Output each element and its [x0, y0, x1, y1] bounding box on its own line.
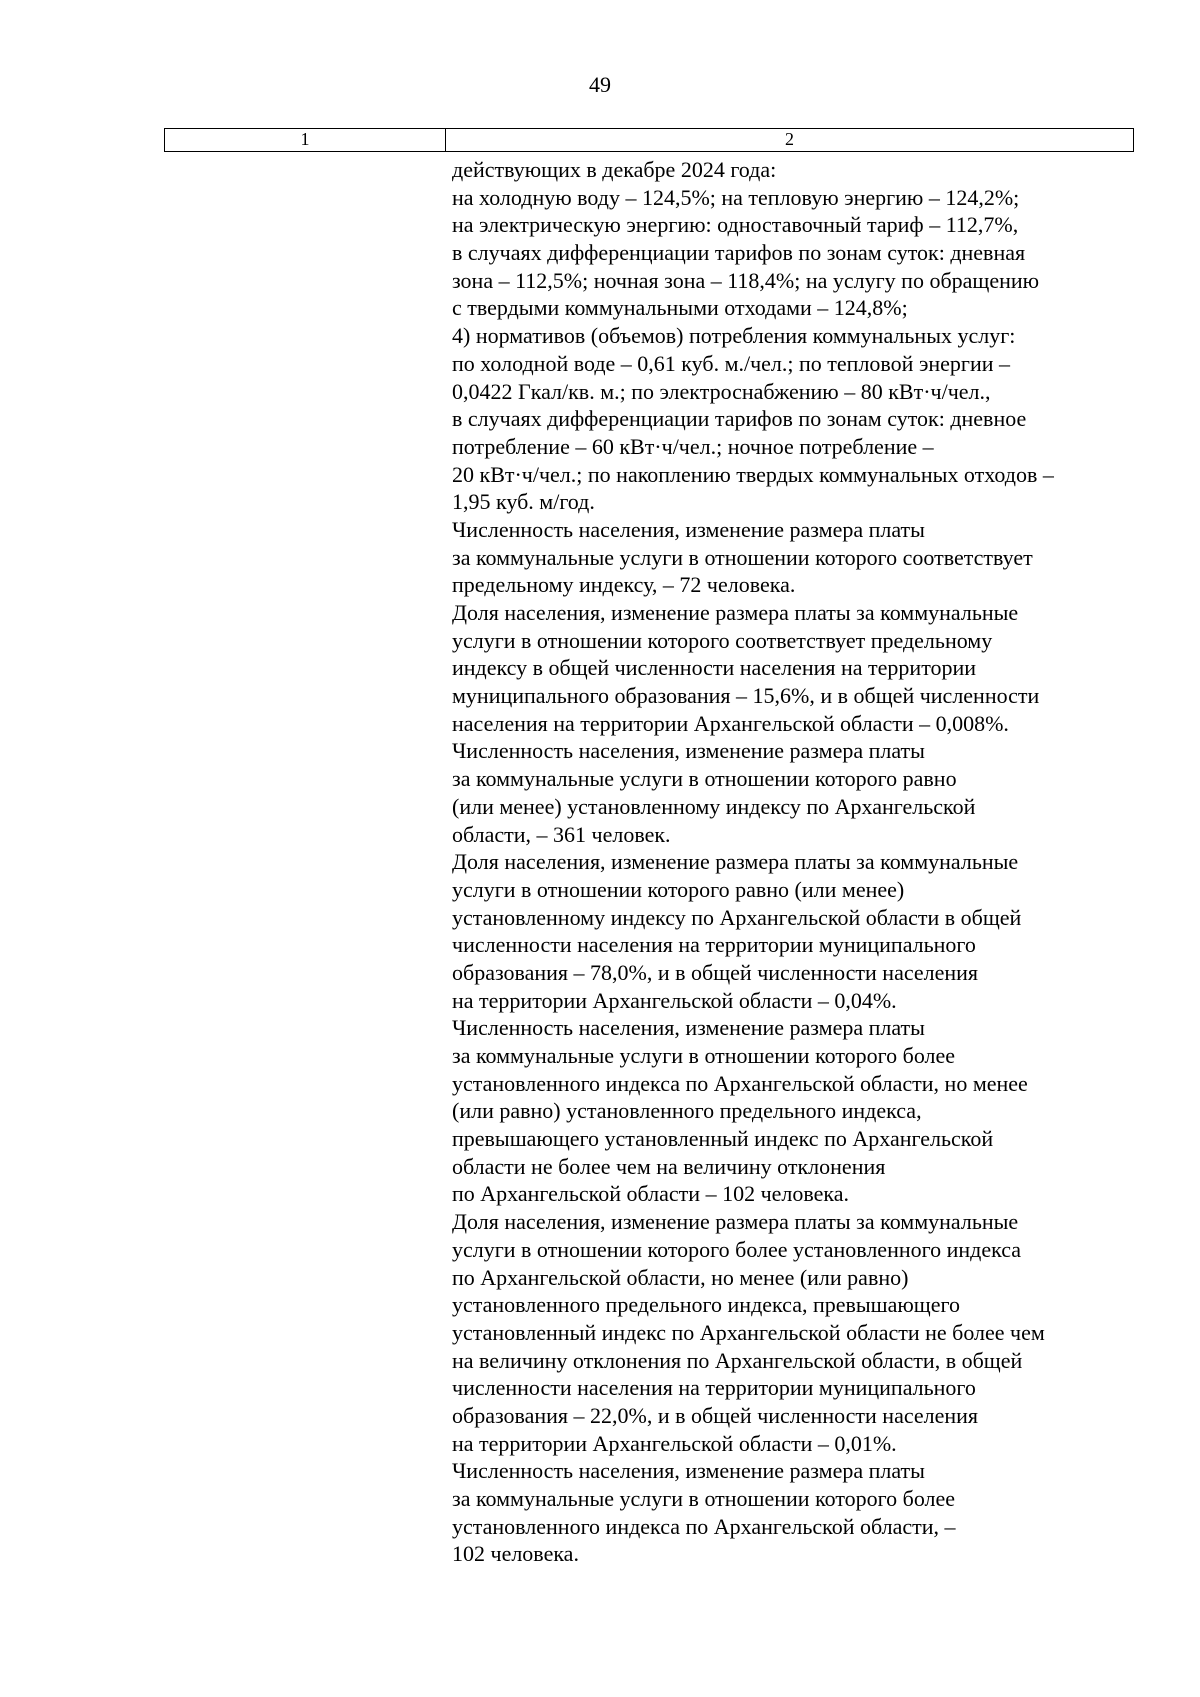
text-line: 102 человека.: [452, 1541, 579, 1567]
text-line: в случаях дифференциации тарифов по зонам суток: дневная: [452, 240, 1026, 266]
text-line: на электрическую энергию: одноставочный тариф – 112,7%,: [452, 212, 1019, 238]
text-line: Доля населения, изменение размера платы за коммунальные: [452, 1209, 1019, 1235]
text-line: 1,95 куб. м/год.: [452, 489, 595, 515]
text-line: Численность населения, изменение размера платы: [452, 738, 925, 764]
text-line: по Архангельской области – 102 человека.: [452, 1181, 850, 1207]
text-line: на холодную воду – 124,5%; на тепловую энергию – 124,2%;: [452, 184, 1020, 210]
text-line: по холодной воде – 0,61 куб. м./чел.; по тепловой энергии –: [452, 350, 1010, 376]
text-line: муниципального образования – 15,6%, и в общей численности: [452, 683, 1040, 709]
text-line: (или менее) установленному индексу по Архангельской: [452, 793, 976, 819]
text-line: зона – 112,5%; ночная зона – 118,4%; на услугу по обращению: [452, 267, 1040, 293]
text-line: за коммунальные услуги в отношении которого более: [452, 1486, 956, 1511]
text-line: превышающего установленный индекс по Архангельской: [452, 1126, 994, 1152]
text-line: численности населения на территории муниципального: [452, 1375, 976, 1401]
table-header-col-1: 1: [165, 129, 446, 151]
text-line: (или равно) установленного предельного индекса,: [452, 1098, 922, 1124]
text-line: действующих в декабре 2024 года:: [452, 157, 777, 182]
text-line: Численность населения, изменение размера платы: [452, 1015, 925, 1041]
text-line: за коммунальные услуги в отношении которого более: [452, 1043, 956, 1068]
text-line: образования – 22,0%, и в общей численности населения: [452, 1402, 979, 1428]
text-line: установленного предельного индекса, превышающего: [452, 1292, 960, 1318]
text-line: услуги в отношении которого соответствует предельному: [452, 627, 993, 653]
text-line: на величину отклонения по Архангельской области, в общей: [452, 1347, 1023, 1373]
text-line: установленного индекса по Архангельской области, но менее: [452, 1070, 1028, 1096]
text-line: области, – 361 человек.: [452, 821, 671, 847]
text-line: с твердыми коммунальными отходами – 124,8%;: [452, 295, 908, 321]
text-line: по Архангельской области, но менее (или равно): [452, 1264, 909, 1290]
text-line: численности населения на территории муниципального: [452, 932, 976, 958]
text-line: установленный индекс по Архангельской области не более чем: [452, 1319, 1045, 1345]
text-line: на территории Архангельской области – 0,04%.: [452, 987, 897, 1013]
text-line: на территории Архангельской области – 0,01%.: [452, 1430, 897, 1456]
text-line: за коммунальные услуги в отношении которого соответствует: [452, 544, 1033, 570]
text-line: 4) нормативов (объемов) потребления коммунальных услуг:: [452, 323, 1016, 349]
table-cell-content: [452, 156, 1152, 1568]
text-line: Численность населения, изменение размера платы: [452, 1458, 925, 1484]
text-line: образования – 78,0%, и в общей численности населения: [452, 959, 979, 985]
text-line: Доля населения, изменение размера платы за коммунальные: [452, 600, 1019, 625]
text-line: установленного индекса по Архангельской области, –: [452, 1513, 956, 1539]
page-number: 49: [589, 72, 611, 97]
text-line: Численность населения, изменение размера платы: [452, 516, 925, 542]
text-line: Доля населения, изменение размера платы за коммунальные: [452, 849, 1019, 875]
text-line: области не более чем на величину отклонения: [452, 1153, 886, 1179]
text-line: населения на территории Архангельской области – 0,008%.: [452, 710, 1009, 736]
text-line: 20 кВт·ч/чел.; по накоплению твердых коммунальных отходов –: [452, 461, 1054, 487]
text-line: индексу в общей численности населения на территории: [452, 655, 977, 681]
text-line: услуги в отношении которого более установленного индекса: [452, 1236, 1022, 1262]
text-line: установленному индексу по Архангельской области в общей: [452, 904, 1022, 930]
text-line: 0,0422 Гкал/кв. м.; по электроснабжению – 80 кВт·ч/чел.,: [452, 378, 991, 404]
text-line: за коммунальные услуги в отношении которого равно: [452, 766, 957, 792]
text-line: предельному индексу, – 72 человека.: [452, 572, 796, 598]
table-header-col-2: 2: [785, 129, 794, 149]
text-line: услуги в отношении которого равно (или менее): [452, 876, 905, 902]
table-header-row: [164, 128, 1134, 152]
text-line: потребление – 60 кВт·ч/чел.; ночное потребление –: [452, 433, 934, 459]
text-line: в случаях дифференциации тарифов по зонам суток: дневное: [452, 406, 1027, 432]
